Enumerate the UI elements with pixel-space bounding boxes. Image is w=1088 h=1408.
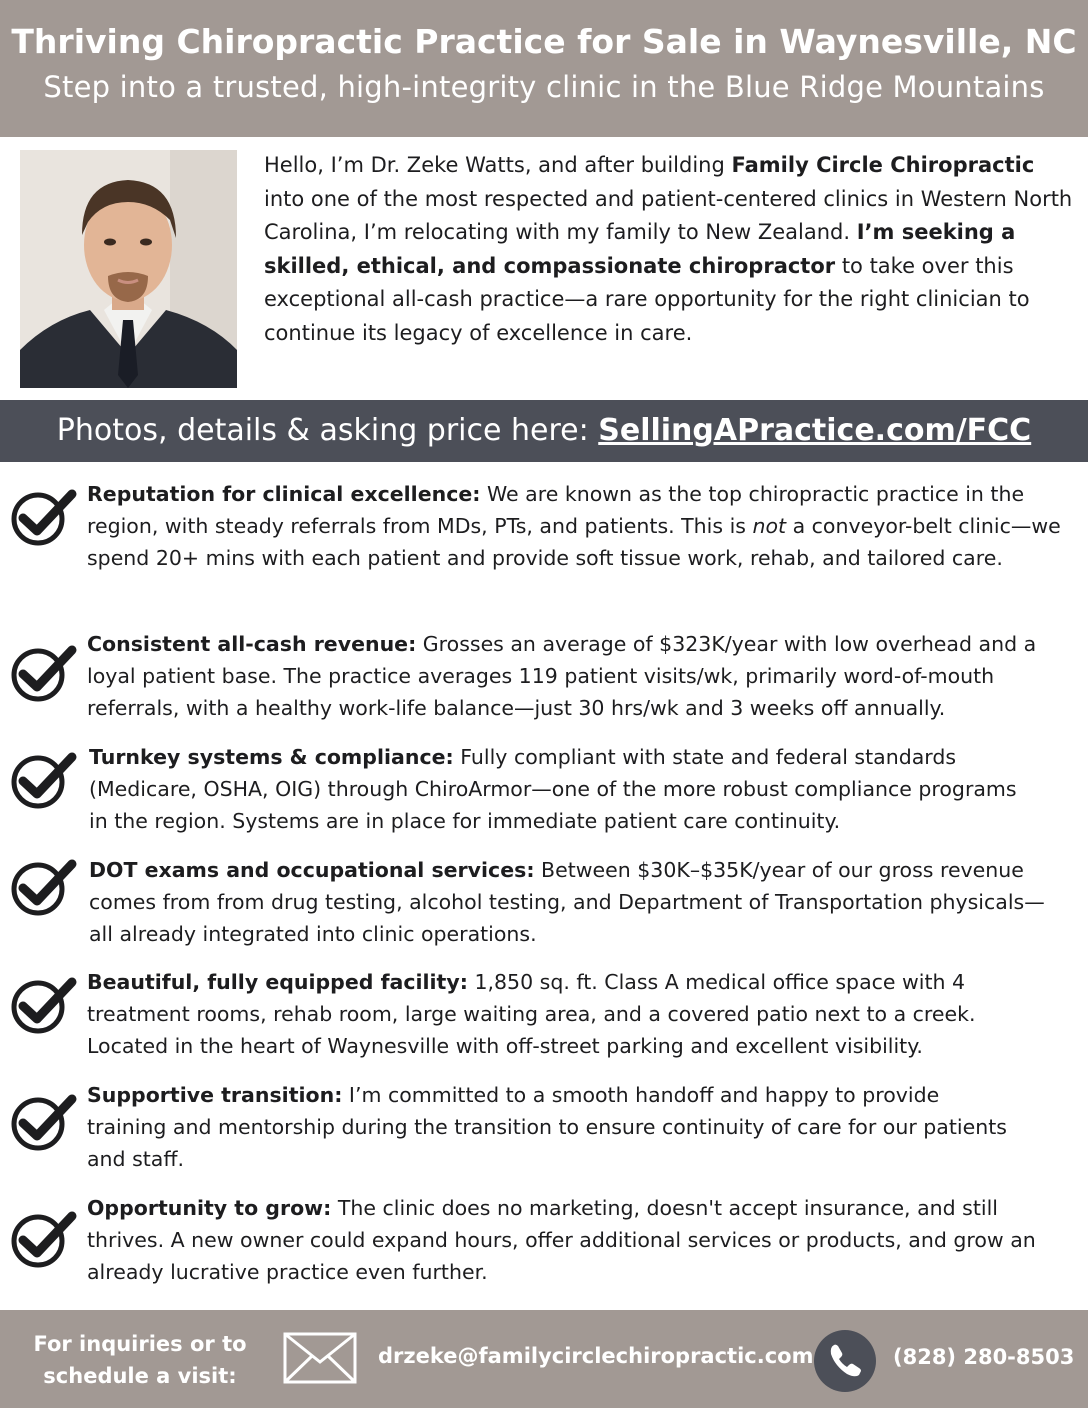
contact-phone[interactable]: (828) 280-8503: [893, 1345, 1075, 1369]
feature-heading: Consistent all-cash revenue:: [87, 632, 417, 656]
page-title: Thriving Chiropractic Practice for Sale in Waynesville, NC: [11, 22, 1077, 61]
banner-text: Photos, details & asking price here:: [56, 413, 599, 448]
cta-line: schedule a visit:: [43, 1364, 237, 1388]
checkmark-icon: [10, 1091, 78, 1151]
checkmark-icon: [10, 856, 78, 916]
listing-banner: [0, 400, 1088, 462]
phone-icon: [814, 1330, 876, 1392]
seeking-statement: I’m seeking a skilled, ethical, and compassionate chiropractor: [264, 220, 1016, 278]
clinic-name: Family Circle Chiropractic: [731, 153, 1035, 177]
checkmark-icon: [10, 642, 78, 702]
feature-body: The clinic does no marketing, doesn't accept insurance, and still thrives. A new owner could expand hours, offer additional services or products, and grow an already lucrative practice even further.: [87, 1196, 1036, 1284]
intro-text: to take over this exceptional all-cash practice—a rare opportunity for the right clinician to continue its legacy of excellence in care.: [264, 253, 1030, 345]
checkmark-icon: [10, 749, 78, 809]
feature-heading: Opportunity to grow:: [87, 1196, 332, 1220]
feature-heading: Supportive transition:: [87, 1083, 343, 1107]
intro-text: into one of the most respected and patient-centered clinics in Western North Carolina, I’m relocating with my family to New Zealand.: [264, 186, 1073, 244]
feature-text: [89, 854, 1064, 950]
feature-body: We are known as the top chiropractic practice in the region, with steady referrals from MDs, PTs, and patients. This is: [87, 482, 1025, 538]
doctor-portrait-photo: [20, 150, 237, 388]
feature-heading: Turnkey systems & compliance:: [89, 745, 454, 769]
feature-text: [89, 741, 1029, 837]
page-header: [0, 0, 1088, 137]
intro-text: Hello, I’m Dr. Zeke Watts, and after building: [264, 153, 732, 177]
listing-link[interactable]: SellingAPractice.com/FCC: [598, 413, 1032, 448]
feature-body: a conveyor-belt clinic—we spend 20+ mins with each patient and provide soft tissue work, rehab, and tailored care.: [87, 514, 1061, 570]
feature-text: [87, 628, 1072, 724]
checkmark-icon: [10, 1208, 78, 1268]
page-subtitle: Step into a trusted, high-integrity clinic in the Blue Ridge Mountains: [43, 70, 1045, 104]
feature-heading: DOT exams and occupational services:: [89, 858, 535, 882]
contact-footer: [0, 1310, 1088, 1408]
feature-body: I’m committed to a smooth handoff and happy to provide training and mentorship during the transition to ensure continuity of care for our patients and staff.: [87, 1083, 1007, 1171]
feature-body: 1,850 sq. ft. Class A medical office space with 4 treatment rooms, rehab room, large waiting area, and a covered patio next to a creek. Located in the heart of Waynesville with off-street parking and excellent visibility.: [87, 970, 976, 1058]
intro-paragraph: [264, 149, 1074, 350]
feature-emphasis: not: [752, 514, 787, 538]
feature-heading: Beautiful, fully equipped facility:: [87, 970, 468, 994]
cta-line: For inquiries or to: [33, 1332, 247, 1356]
feature-body: Grosses an average of $323K/year with low overhead and a loyal patient base. The practice averages 119 patient visits/wk, primarily word-of-mouth referrals, with a healthy work-life balance—just 30 hrs/wk and 3 weeks off annually.: [87, 632, 1037, 720]
checkmark-icon: [10, 486, 78, 546]
feature-heading: Reputation for clinical excellence:: [87, 482, 481, 506]
feature-body: Between $30K–$35K/year of our gross revenue comes from from drug testing, alcohol testing, and Department of Transportation physicals—all already integrated into clinic operations.: [89, 858, 1045, 946]
feature-text: [87, 478, 1072, 574]
contact-cta: [20, 1328, 260, 1392]
feature-text: [87, 1079, 1007, 1175]
feature-text: [87, 1192, 1062, 1288]
envelope-icon: [283, 1332, 357, 1384]
contact-email[interactable]: drzeke@familycirclechiropractic.com: [378, 1344, 814, 1368]
feature-text: [87, 966, 1047, 1062]
checkmark-icon: [10, 974, 78, 1034]
feature-body: Fully compliant with state and federal standards (Medicare, OSHA, OIG) through ChiroArmor—one of the more robust compliance programs in the region. Systems are in place for immediate patient care continuity.: [89, 745, 1017, 833]
